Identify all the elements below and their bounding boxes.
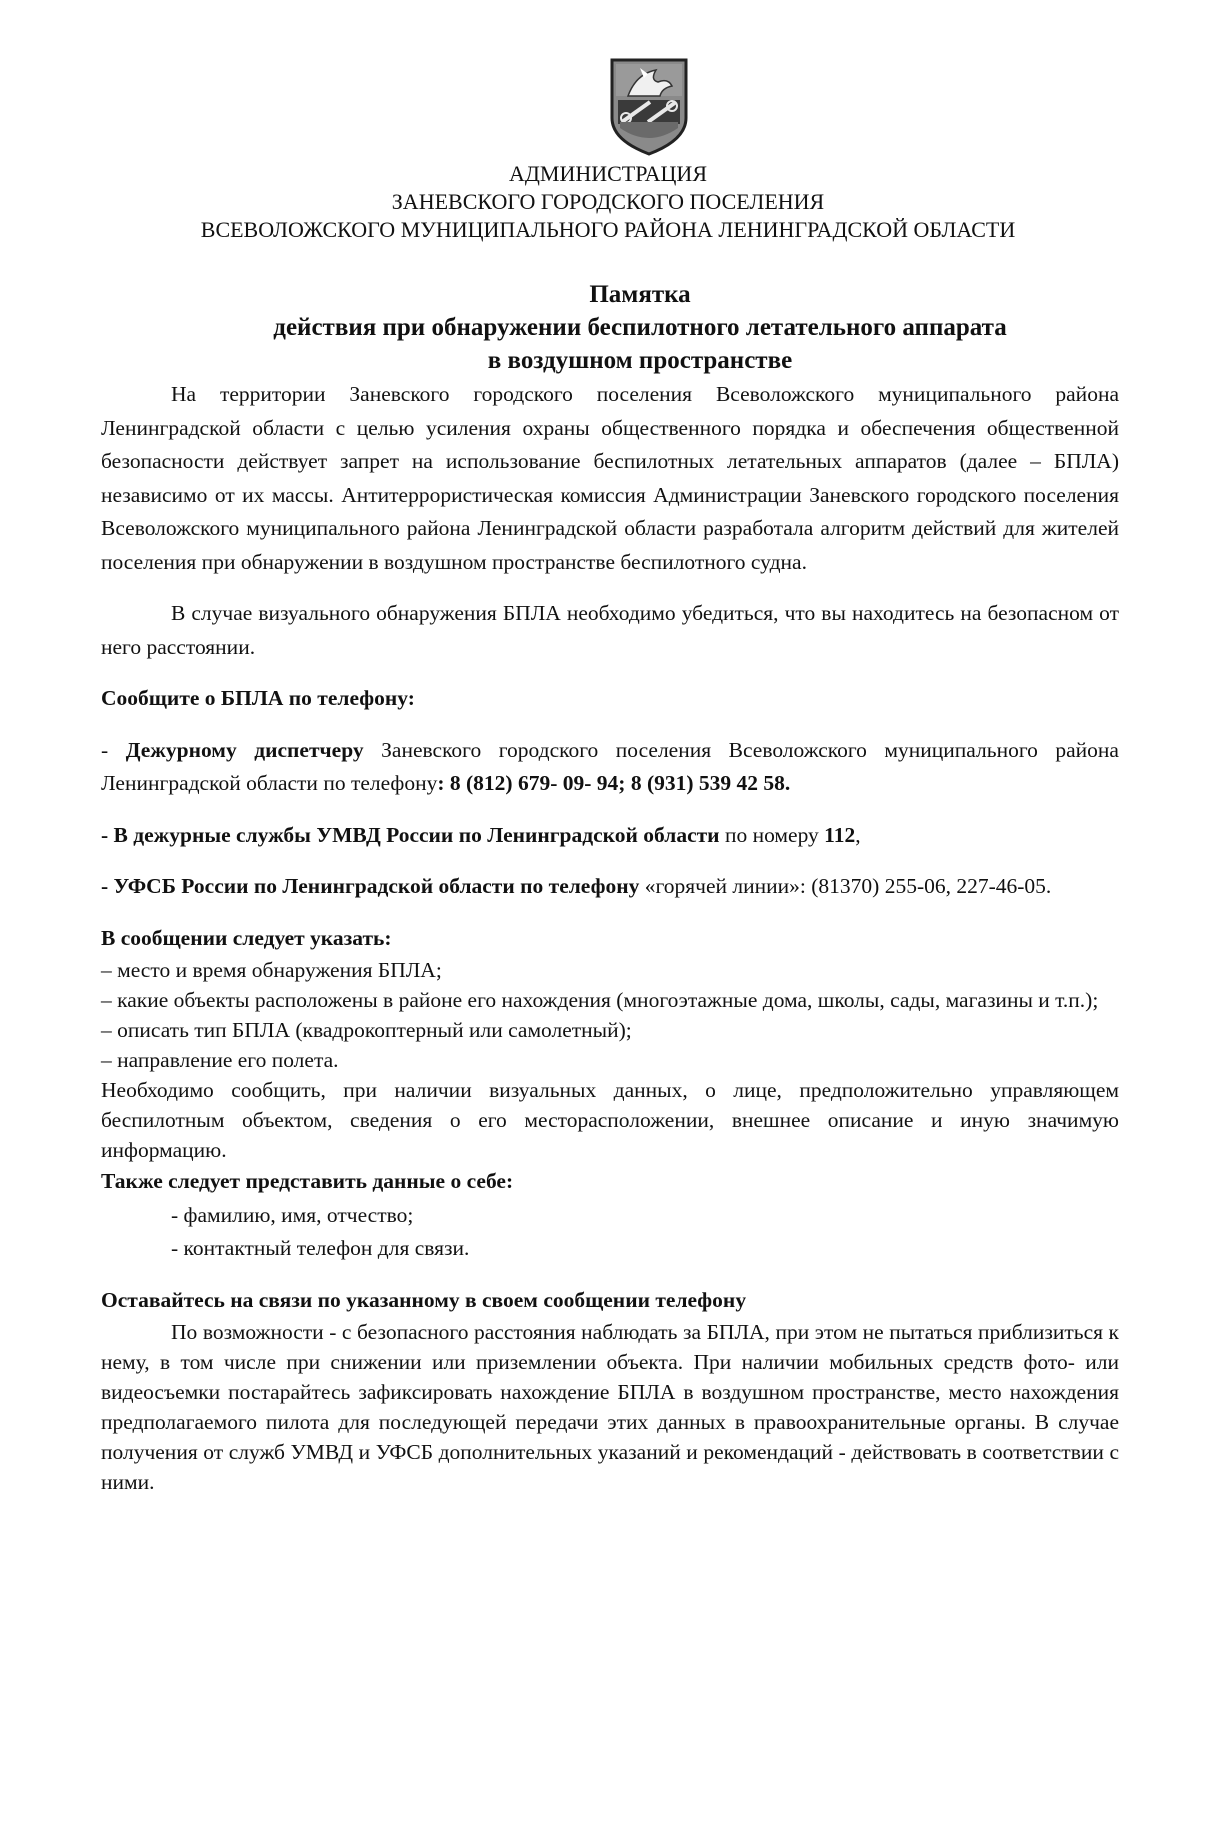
contact-ufsb <box>101 870 1081 904</box>
operator-info-paragraph: Необходимо сообщить, при наличии визуальных данных, о лице, предположительно управляющем беспилотным объектом, сведения о его месторасположении, внешнее описание и иную значимую информацию. <box>101 1078 1119 1162</box>
message-heading: В сообщении следует указать: <box>101 925 392 950</box>
contact-umvd <box>101 819 1119 853</box>
intro-paragraph: На территории Заневского городского поселения Всеволожского муниципального района Ленинградской области с целью усиления охраны общественного порядка и обеспечения общественной безопасности действует запрет на использование беспилотных летательных аппаратов (далее – БПЛА) независимо от их массы. Антитеррористическая комиссия Администрации Заневского городского поселения Всеволожского муниципального района Ленинградской области разработала алгоритм действий для жителей поселения при обнаружении в воздушном пространстве беспилотного судна. <box>101 382 1119 574</box>
ufsb-text: «горячей линии»: (81370) 255-06, 227-46-05. <box>639 874 1052 898</box>
self-item: - контактный телефон для связи. <box>171 1236 470 1260</box>
dispatcher-label: Дежурному диспетчеру <box>125 737 364 762</box>
umvd-text: по номеру <box>719 822 825 847</box>
message-item: – место и время обнаружения БПЛА; <box>101 958 442 982</box>
header-line-1: АДМИНИСТРАЦИЯ <box>509 161 707 186</box>
visual-detection-paragraph: В случае визуального обнаружения БПЛА необходимо убедиться, что вы находитесь на безопасном от него расстоянии. <box>101 601 1119 659</box>
report-heading: Сообщите о БПЛА по телефону: <box>101 686 415 710</box>
umvd-end: , <box>855 822 861 847</box>
self-info-heading: Также следует представить данные о себе: <box>101 1169 514 1193</box>
ufsb-label: - УФСБ России по Ленинградской области по телефону <box>101 874 640 898</box>
self-item: - фамилию, имя, отчество; <box>171 1202 414 1227</box>
dispatcher-text: Заневского городского поселения Всеволожского муниципального района Ленинградской области по телефону <box>101 737 1119 795</box>
dispatcher-phones: : 8 (812) 679- 09- 94; 8 (931) 539 42 58. <box>437 771 791 795</box>
umvd-label: - В дежурные службы УМВД России по Ленинградской области <box>101 822 720 847</box>
document-title <box>180 278 1100 377</box>
document-body <box>101 378 1119 1497</box>
header-line-2: ЗАНЕВСКОГО ГОРОДСКОГО ПОСЕЛЕНИЯ <box>391 189 825 214</box>
title-line-2: действия при обнаружении беспилотного летательного аппарата <box>273 314 1007 341</box>
coat-of-arms-emblem <box>606 56 692 156</box>
title-line-3: в воздушном пространстве <box>487 347 793 374</box>
dispatcher-prefix: - <box>101 737 126 762</box>
organization-header <box>0 160 1216 244</box>
header-line-3: ВСЕВОЛОЖСКОГО МУНИЦИПАЛЬНОГО РАЙОНА ЛЕНИНГРАДСКОЙ ОБЛАСТИ <box>200 217 1016 242</box>
contact-dispatcher <box>101 734 1119 801</box>
final-paragraph: По возможности - с безопасного расстояния наблюдать за БПЛА, при этом не пытаться приблизиться к нему, в том числе при снижении или приземлении объекта. При наличии мобильных средств фото- или видеосъемки постарайтесь зафиксировать нахождение БПЛА в воздушном пространстве, место нахождения предполагаемого пилота для последующей передачи этих данных в правоохранительные органы. В случае получения от служб УМВД и УФСБ дополнительных указаний и рекомендаций - действовать в соответствии с ними. <box>101 1320 1119 1494</box>
message-item: – направление его полета. <box>101 1048 339 1072</box>
message-item: – какие объекты расположены в районе его нахождения (многоэтажные дома, школы, сады, магазины и т.п.); <box>101 988 1099 1012</box>
umvd-number: 112 <box>824 822 856 847</box>
message-item: – описать тип БПЛА (квадрокоптерный или самолетный); <box>101 1018 632 1042</box>
stay-in-touch-heading: Оставайтесь на связи по указанному в своем сообщении телефону <box>101 1287 747 1312</box>
title-line-1: Памятка <box>589 281 691 308</box>
